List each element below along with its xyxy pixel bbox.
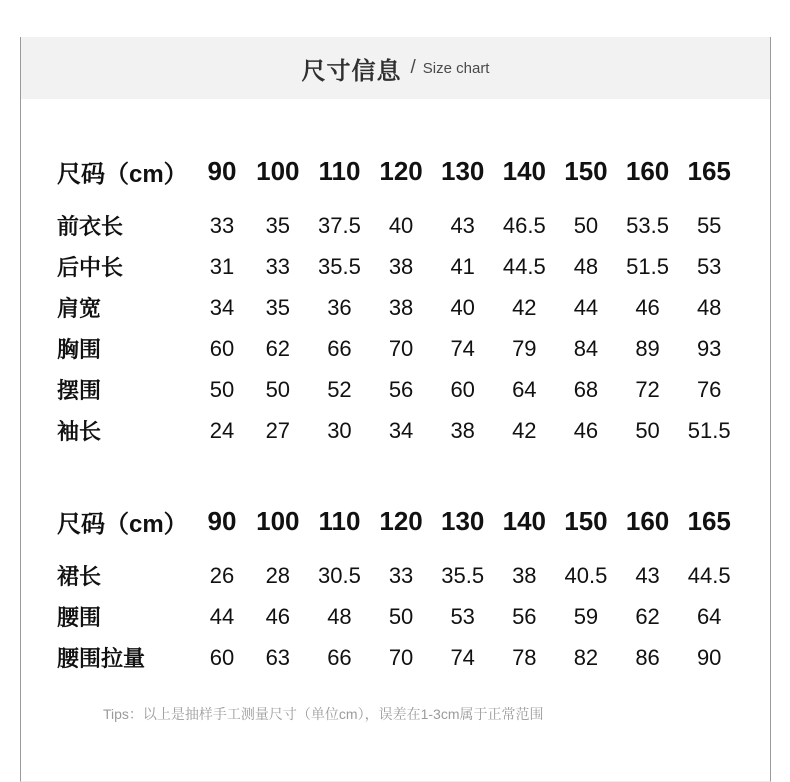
table-row [57,246,740,287]
cell-value: 38 [512,562,537,588]
cell-value: 36 [327,294,352,320]
cell-value: 50 [388,603,414,629]
cell-value: 44 [573,294,599,320]
size-column-header: 160 [625,156,670,186]
size-column-header: 100 [256,156,300,186]
cell-value: 48 [327,603,352,629]
section-header-band [21,37,770,99]
size-chart-section [20,37,771,782]
cell-value: 79 [512,335,537,361]
cell-value: 40.5 [564,562,608,588]
cell-value: 84 [573,335,599,361]
cell-value: 68 [573,376,599,402]
cell-value: 34 [209,294,235,320]
row-label: 后中长 [57,255,124,280]
cell-value: 44.5 [687,562,731,588]
tips-note: Tips：以上是抽样手工测量尺寸（单位cm），误差在1-3cm属于正常范围 [103,706,544,722]
cell-value: 43 [635,562,660,588]
size-column-header: 100 [256,506,300,536]
cell-value: 44.5 [502,253,546,279]
page-subtitle: Size chart [422,59,490,77]
size-column-header: 165 [687,156,731,186]
table-row [57,637,740,678]
cell-value: 60 [209,644,235,670]
table-row [57,369,740,410]
cell-value: 52 [327,376,352,402]
size-label-header: 尺码（cm） [57,161,188,188]
cell-value: 56 [512,603,537,629]
cell-value: 35 [265,212,291,238]
size-header-row [57,504,740,555]
cell-value: 35.5 [441,562,485,588]
row-label: 裙长 [57,564,102,589]
table-row [57,328,740,369]
size-column-header: 110 [318,506,361,536]
cell-value: 89 [635,335,660,361]
size-table-skirt [57,504,740,678]
cell-value: 27 [265,417,291,443]
cell-value: 46.5 [502,212,546,238]
cell-value: 35.5 [318,253,361,279]
cell-value: 51.5 [626,253,669,279]
size-column-header: 110 [318,156,361,186]
cell-value: 40 [388,212,414,238]
cell-value: 64 [696,603,722,629]
row-label: 袖长 [57,419,102,444]
cell-value: 43 [450,212,475,238]
cell-value: 24 [209,417,235,443]
table-row [57,555,740,596]
row-label: 摆围 [57,378,102,403]
cell-value: 90 [696,644,722,670]
cell-value: 64 [512,376,537,402]
size-column-header: 120 [379,156,423,186]
cell-value: 60 [209,335,235,361]
size-column-header: 90 [207,506,237,536]
table-row [57,205,740,246]
cell-value: 46 [265,603,291,629]
cell-value: 74 [450,335,475,361]
cell-value: 59 [573,603,599,629]
cell-value: 62 [265,335,291,361]
title-separator: / [410,57,416,78]
cell-value: 37.5 [318,212,361,238]
cell-value: 76 [696,376,722,402]
cell-value: 50 [573,212,599,238]
row-label: 腰围拉量 [57,646,146,671]
cell-value: 26 [209,562,235,588]
cell-value: 33 [209,212,235,238]
cell-value: 48 [696,294,722,320]
cell-value: 51.5 [687,417,731,443]
size-label-header: 尺码（cm） [57,511,188,538]
cell-value: 30.5 [318,562,361,588]
cell-value: 70 [388,335,414,361]
cell-value: 56 [388,376,414,402]
cell-value: 28 [265,562,291,588]
size-column-header: 140 [502,156,546,186]
cell-value: 38 [388,294,414,320]
cell-value: 41 [450,253,475,279]
cell-value: 33 [388,562,414,588]
cell-value: 50 [265,376,291,402]
cell-value: 53 [450,603,475,629]
cell-value: 74 [450,644,475,670]
cell-value: 33 [265,253,291,279]
size-chart-content [21,154,770,722]
cell-value: 38 [450,417,475,443]
cell-value: 50 [635,417,660,443]
size-column-header: 150 [564,506,608,536]
table-row [57,287,740,328]
cell-value: 78 [512,644,537,670]
cell-value: 50 [209,376,235,402]
cell-value: 46 [573,417,599,443]
table-row [57,596,740,637]
cell-value: 44 [209,603,235,629]
cell-value: 86 [635,644,660,670]
cell-value: 63 [265,644,291,670]
row-label: 腰围 [57,605,102,630]
cell-value: 60 [450,376,475,402]
cell-value: 72 [635,376,660,402]
size-column-header: 150 [564,156,608,186]
cell-value: 55 [696,212,722,238]
cell-value: 42 [512,417,537,443]
cell-value: 53 [696,253,722,279]
size-column-header: 130 [440,156,485,186]
cell-value: 42 [512,294,537,320]
page-title: 尺寸信息 [301,57,402,85]
table-row [57,410,740,451]
cell-value: 31 [209,253,235,279]
cell-value: 30 [327,417,352,443]
cell-value: 62 [635,603,660,629]
size-column-header: 90 [207,156,237,186]
cell-value: 46 [635,294,660,320]
cell-value: 35 [265,294,291,320]
size-header-row [57,154,740,205]
cell-value: 53.5 [626,212,669,238]
cell-value: 93 [696,335,722,361]
cell-value: 66 [327,644,352,670]
cell-value: 82 [573,644,599,670]
size-column-header: 120 [379,506,423,536]
size-column-header: 160 [625,506,670,536]
size-column-header: 165 [687,506,731,536]
size-column-header: 130 [440,506,485,536]
cell-value: 48 [573,253,599,279]
size-table-tops [57,154,740,451]
row-label: 肩宽 [57,296,102,321]
size-column-header: 140 [502,506,546,536]
row-label: 前衣长 [57,214,124,239]
cell-value: 66 [327,335,352,361]
cell-value: 34 [388,417,414,443]
cell-value: 40 [450,294,475,320]
cell-value: 38 [388,253,414,279]
row-label: 胸围 [57,337,102,362]
cell-value: 70 [388,644,414,670]
